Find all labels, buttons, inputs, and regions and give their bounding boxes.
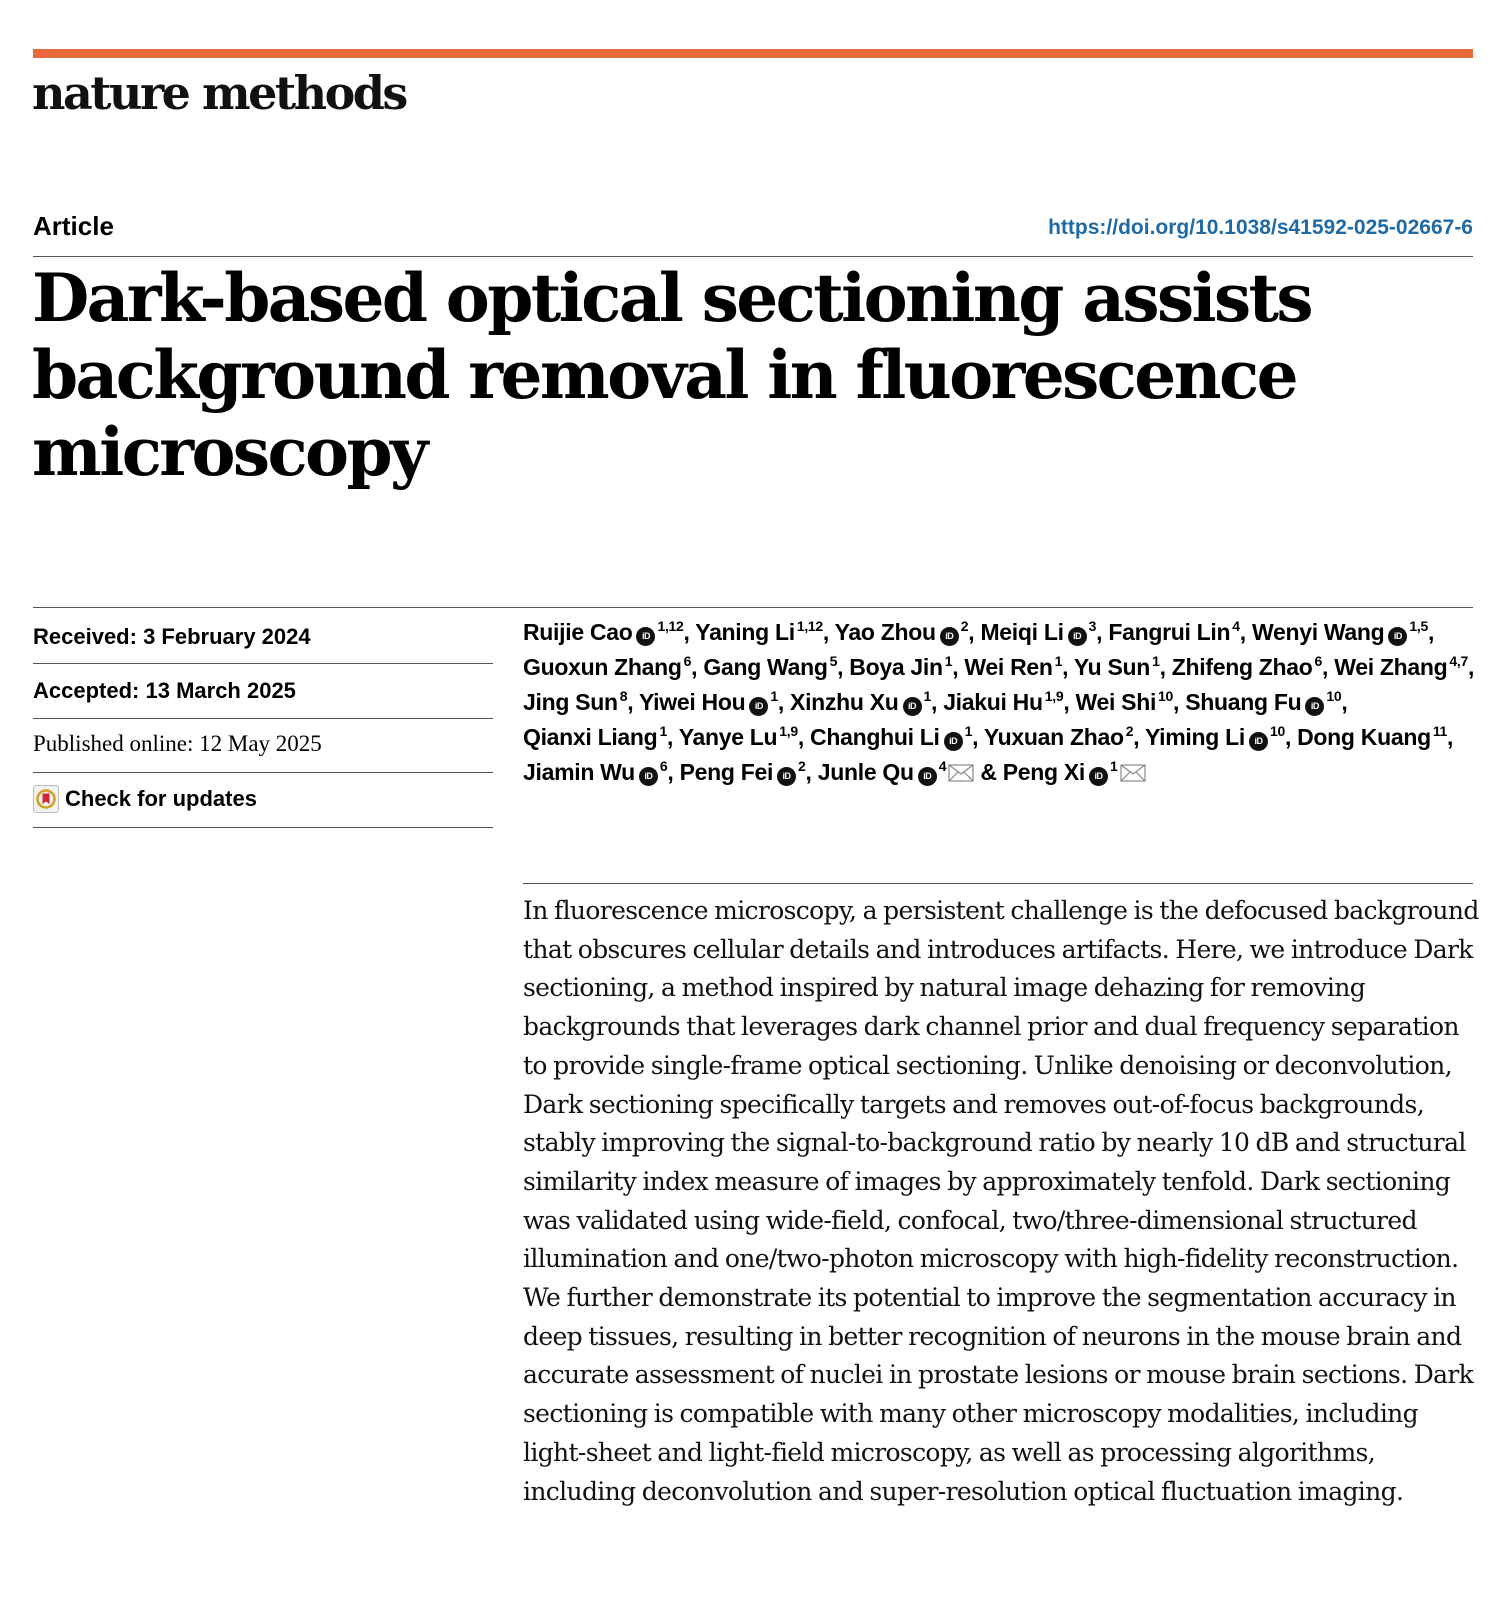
affiliation-number: 1,9 <box>1044 688 1064 704</box>
article-title: Dark-based optical sectioning assists background removal in fluorescence microscopy <box>32 259 1311 491</box>
author-name[interactable] <box>1334 654 1468 680</box>
affiliation-number: 1 <box>923 688 931 704</box>
affiliation-number: 1,12 <box>657 618 684 634</box>
accepted-value: 13 March 2025 <box>145 678 296 703</box>
author-label: Guoxun Zhang <box>523 654 682 680</box>
check-updates-button[interactable] <box>33 773 493 825</box>
author-name[interactable] <box>984 724 1133 750</box>
affiliation-number: 4 <box>1232 618 1240 634</box>
author-label: Shuang Fu <box>1185 689 1302 715</box>
author-name[interactable] <box>1076 689 1174 715</box>
author-label: Yiwei Hou <box>638 689 746 715</box>
received-label: Received: <box>33 624 137 649</box>
envelope-icon[interactable] <box>1120 764 1146 782</box>
orcid-icon[interactable]: iD <box>1249 732 1268 751</box>
author-name[interactable] <box>1003 759 1146 785</box>
author-name[interactable] <box>964 654 1062 680</box>
author-name[interactable] <box>695 619 823 645</box>
affiliation-number: 6 <box>683 653 692 669</box>
author-name[interactable] <box>680 759 806 785</box>
author-name[interactable] <box>523 654 691 680</box>
orcid-icon[interactable]: iD <box>903 697 922 716</box>
author-label: Junle Qu <box>817 759 914 785</box>
orcid-icon[interactable]: iD <box>1305 697 1324 716</box>
affiliation-number: 6 <box>659 758 668 774</box>
author-name[interactable] <box>835 619 969 645</box>
received-date <box>33 611 493 663</box>
orcid-icon[interactable]: iD <box>944 732 963 751</box>
orcid-icon[interactable]: iD <box>1089 767 1108 786</box>
author-name[interactable] <box>980 619 1096 645</box>
author-label: Fangrui Lin <box>1108 619 1231 645</box>
author-name[interactable] <box>523 619 684 645</box>
meta-divider-top <box>33 607 1473 608</box>
author-label: Zhifeng Zhao <box>1171 654 1313 680</box>
author-list: Ruijie Cao iD$^{1,12}$, Yaning Li $^{1,12}$, Yao Zhou $iD^2$, Meiqi Li $iD^3$, Fangrui Lin $^4$, Wenyi Wang iD$^{1,5}$, Guoxun Zhang $^6$, Gang Wang $^5$, Boya Jin $^1$, Wei Ren $^1$, Yu Sun $^1$, Zhifeng Zhao $^6$, Wei Zhang $^{4,7}$, Jing Sun $^8$, Yiwei Hou $iD^1$, Xinzhu Xu $iD^1$, Jiakui Hu $^{1,9}$, Wei Shi $^{10}$, Shuang Fu $iD^{10}$, Qianxi Liang $^1$, Yanye Lu $^{1,9}$, Changhui Li $iD^1$, Yuxuan Zhao $^2$, Yiming Li $iD^{10}$, Dong Kuang $^{11}$, Jiamin Wu $iD^6$, Peng Fei $iD^2$, Junle Qu $iD^4$ & Peng Xi $iD^1$ <box>523 618 1475 785</box>
orcid-icon[interactable]: iD <box>749 697 768 716</box>
affiliation-number: 1 <box>944 653 953 669</box>
author-name[interactable] <box>818 759 975 785</box>
author-name[interactable] <box>1185 689 1341 715</box>
received-value: 3 February 2024 <box>143 624 311 649</box>
orcid-icon[interactable]: iD <box>940 627 959 646</box>
published-date <box>33 718 493 770</box>
abstract-divider <box>523 883 1473 884</box>
affiliation-number: 8 <box>619 688 628 704</box>
author-label: Peng Xi <box>1002 759 1086 785</box>
author-name[interactable] <box>679 724 798 750</box>
author-label: Dong Kuang <box>1297 724 1431 750</box>
orcid-icon[interactable]: iD <box>1388 627 1407 646</box>
published-label: Published online: <box>33 731 194 756</box>
author-name[interactable] <box>1145 724 1285 750</box>
author-name[interactable] <box>790 689 931 715</box>
author-name[interactable] <box>703 654 837 680</box>
author-name[interactable] <box>849 654 952 680</box>
author-label: Yanye Lu <box>678 724 778 750</box>
envelope-icon[interactable] <box>948 764 974 782</box>
affiliation-number: 2 <box>960 618 969 634</box>
affiliation-number: 1,12 <box>796 618 823 634</box>
affiliation-number: 1 <box>770 688 778 704</box>
author-label: Wei Zhang <box>1334 654 1448 680</box>
accepted-date <box>33 665 493 717</box>
journal-logo[interactable]: nature methods <box>32 66 406 120</box>
author-name[interactable] <box>943 689 1063 715</box>
affiliation-number: 4,7 <box>1449 653 1468 669</box>
affiliation-number: 3 <box>1088 618 1097 634</box>
author-label: Wei Ren <box>964 654 1053 680</box>
accent-bar <box>33 49 1473 58</box>
meta-divider <box>33 663 493 664</box>
orcid-icon[interactable]: iD <box>777 767 796 786</box>
author-label: Meiqi Li <box>980 619 1064 645</box>
author-label: Jing Sun <box>523 689 618 715</box>
author-name[interactable] <box>1172 654 1322 680</box>
orcid-icon[interactable]: iD <box>636 627 655 646</box>
doi-link[interactable]: https://doi.org/10.1038/s41592-025-02667-6 <box>1048 216 1473 239</box>
affiliation-number: 1 <box>1054 653 1063 669</box>
author-name[interactable] <box>1252 619 1428 645</box>
affiliation-number: 11 <box>1432 723 1448 739</box>
author-label: Boya Jin <box>849 654 943 680</box>
author-name[interactable] <box>1074 654 1160 680</box>
affiliation-number: 1 <box>1152 653 1160 669</box>
author-label: Yao Zhou <box>834 619 936 645</box>
accepted-label: Accepted: <box>33 678 140 703</box>
author-label: Xinzhu Xu <box>790 689 899 715</box>
author-label: Yu Sun <box>1073 654 1151 680</box>
affiliation-number: 10 <box>1158 688 1174 704</box>
check-updates-label: Check for updates <box>65 786 257 811</box>
abstract: In fluorescence microscopy, a persistent challenge is the defocused background that obscures cellular details and introduces artifacts. Here, we introduce Dark sectioning, a method inspired by natural image dehazing for removing backgrounds that leverages dark channel prior and dual frequency separation to provide single-frame optical sectioning. Unlike denoising or deconvolution, Dark sectioning specifically targets and removes out-of-focus backgrounds, stably improving the signal-to-background ratio by nearly 10 dB and structural similarity index measure of images by approximately tenfold. Dark sectioning was validated using wide-field, confocal, two/three-dimensional structured illumination and one/two-photon microscopy with high-fidelity reconstruction. We further demonstrate its potential to improve the segmentation accuracy in deep tissues, resulting in better recognition of neurons in the mouse brain and accurate assessment of nuclei in prostate lesions or mouse brain sections. Dark sectioning is compatible with many other microscopy modalities, including light-sheet and light-field microscopy, as well as processing algorithms, including deconvolution and super-resolution optical fluctuation imaging. <box>523 896 1479 1506</box>
check-updates-icon <box>33 785 59 813</box>
author-name[interactable] <box>523 689 627 715</box>
author-label: Jiamin Wu <box>523 759 635 785</box>
author-label: Wenyi Wang <box>1251 619 1385 645</box>
article-type: Article <box>33 211 114 241</box>
meta-divider-bottom <box>33 827 493 828</box>
author-name[interactable] <box>639 689 778 715</box>
affiliation-number: 5 <box>829 653 838 669</box>
affiliation-number: 1 <box>964 723 973 739</box>
published-value: 12 May 2025 <box>199 731 322 756</box>
author-label: Peng Fei <box>679 759 774 785</box>
orcid-icon[interactable]: iD <box>639 767 658 786</box>
author-label: Yuxuan Zhao <box>983 724 1124 750</box>
author-label: Wei Shi <box>1075 689 1157 715</box>
author-label: Qianxi Liang <box>523 724 658 750</box>
author-label: Gang Wang <box>703 654 828 680</box>
affiliation-number: 10 <box>1326 688 1342 704</box>
author-name[interactable] <box>523 724 667 750</box>
header-divider <box>33 256 1473 257</box>
author-name[interactable] <box>1297 724 1447 750</box>
author-name[interactable] <box>1108 619 1239 645</box>
affiliation-number: 10 <box>1269 723 1285 739</box>
author-label: Yaning Li <box>695 619 795 645</box>
affiliation-number: 4 <box>938 758 947 774</box>
affiliation-number: 1,9 <box>779 723 798 739</box>
affiliation-number: 2 <box>798 758 806 774</box>
author-name[interactable] <box>523 759 667 785</box>
orcid-icon[interactable]: iD <box>918 767 937 786</box>
author-label: Yiming Li <box>1145 724 1245 750</box>
author-label: Jiakui Hu <box>943 689 1043 715</box>
affiliation-number: 1 <box>1110 758 1118 774</box>
affiliation-number: 1,5 <box>1409 618 1428 634</box>
affiliation-number: 1 <box>659 723 667 739</box>
author-label: Ruijie Cao <box>523 619 633 645</box>
orcid-icon[interactable]: iD <box>1068 627 1087 646</box>
author-label: Changhui Li <box>810 724 940 750</box>
author-name[interactable] <box>810 724 972 750</box>
affiliation-number: 2 <box>1125 723 1134 739</box>
affiliation-number: 6 <box>1314 653 1323 669</box>
